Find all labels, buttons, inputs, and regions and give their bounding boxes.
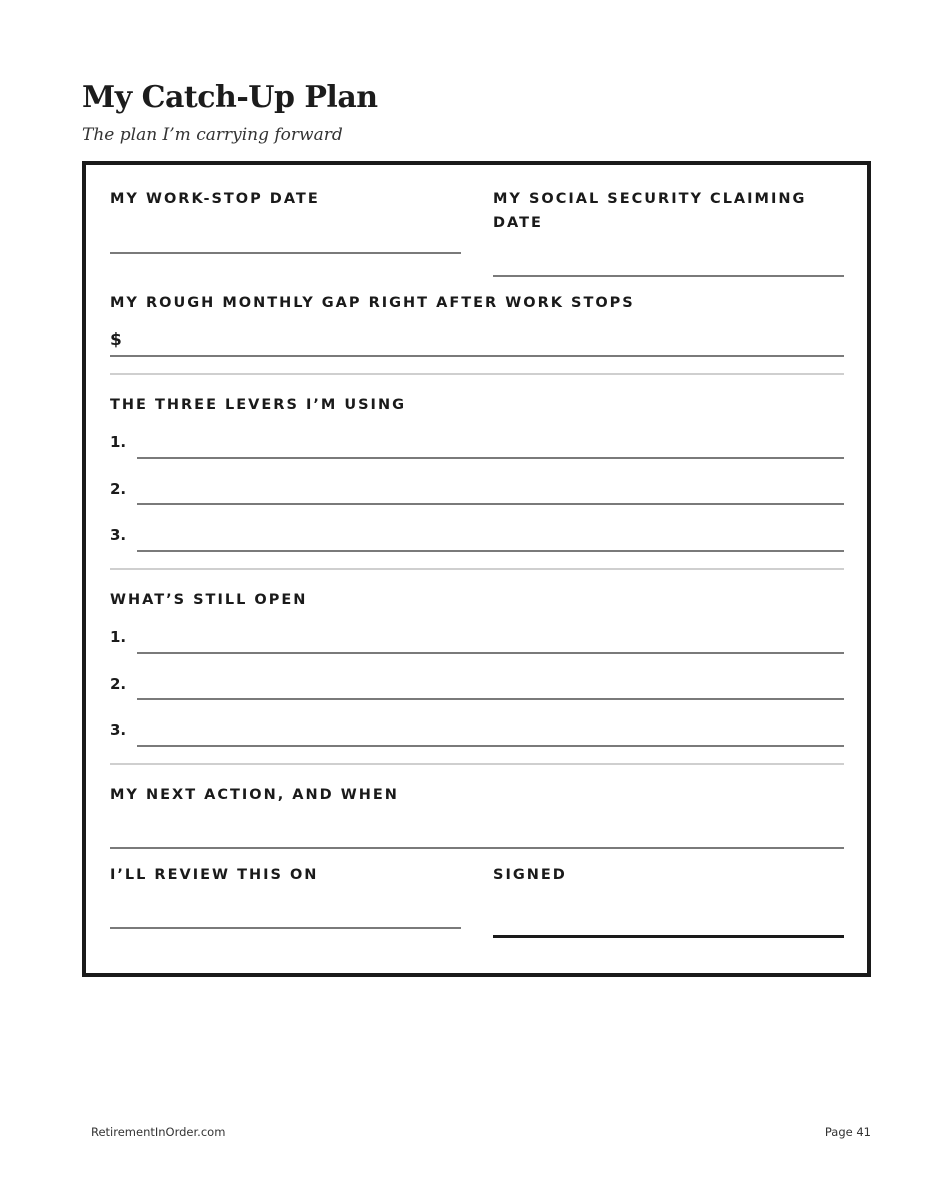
lever-number-1: 1. (110, 433, 127, 451)
monthly-gap-field[interactable] (110, 355, 844, 357)
lever-field-2[interactable] (137, 503, 844, 505)
lever-field-1[interactable] (137, 457, 844, 459)
section-divider (110, 763, 844, 765)
next-action-field[interactable] (110, 847, 844, 849)
review-date-field[interactable] (110, 927, 461, 929)
still-open-label: WHAT’S STILL OPEN (110, 592, 308, 608)
section-divider (110, 373, 844, 375)
open-number-1: 1. (110, 628, 127, 646)
plan-form-card (82, 161, 871, 977)
work-stop-date-field[interactable] (110, 252, 461, 254)
signature-field[interactable] (493, 935, 844, 938)
ss-claiming-date-label: MY SOCIAL SECURITY CLAIMING DATE (493, 191, 807, 231)
open-field-2[interactable] (137, 698, 844, 700)
footer-page-number: Page 41 (824, 1125, 871, 1139)
lever-number-2: 2. (110, 480, 127, 498)
review-date-label: I’LL REVIEW THIS ON (110, 867, 319, 883)
footer-site: RetirementInOrder.com (91, 1125, 226, 1139)
next-action-label: MY NEXT ACTION, AND WHEN (110, 787, 399, 803)
page-subtitle: The plan I’m carrying forward (82, 125, 343, 145)
open-field-3[interactable] (137, 745, 844, 747)
open-number-2: 2. (110, 675, 127, 693)
monthly-gap-label: MY ROUGH MONTHLY GAP RIGHT AFTER WORK STOPS (110, 295, 635, 311)
ss-claiming-date-field[interactable] (493, 275, 844, 277)
levers-label: THE THREE LEVERS I’M USING (110, 397, 406, 413)
open-number-3: 3. (110, 721, 127, 739)
work-stop-date-label: MY WORK-STOP DATE (110, 191, 320, 207)
lever-field-3[interactable] (137, 550, 844, 552)
currency-symbol: $ (110, 330, 122, 350)
signed-label: SIGNED (493, 867, 567, 883)
page-title: My Catch-Up Plan (82, 80, 378, 115)
lever-number-3: 3. (110, 526, 127, 544)
section-divider (110, 568, 844, 570)
open-field-1[interactable] (137, 652, 844, 654)
